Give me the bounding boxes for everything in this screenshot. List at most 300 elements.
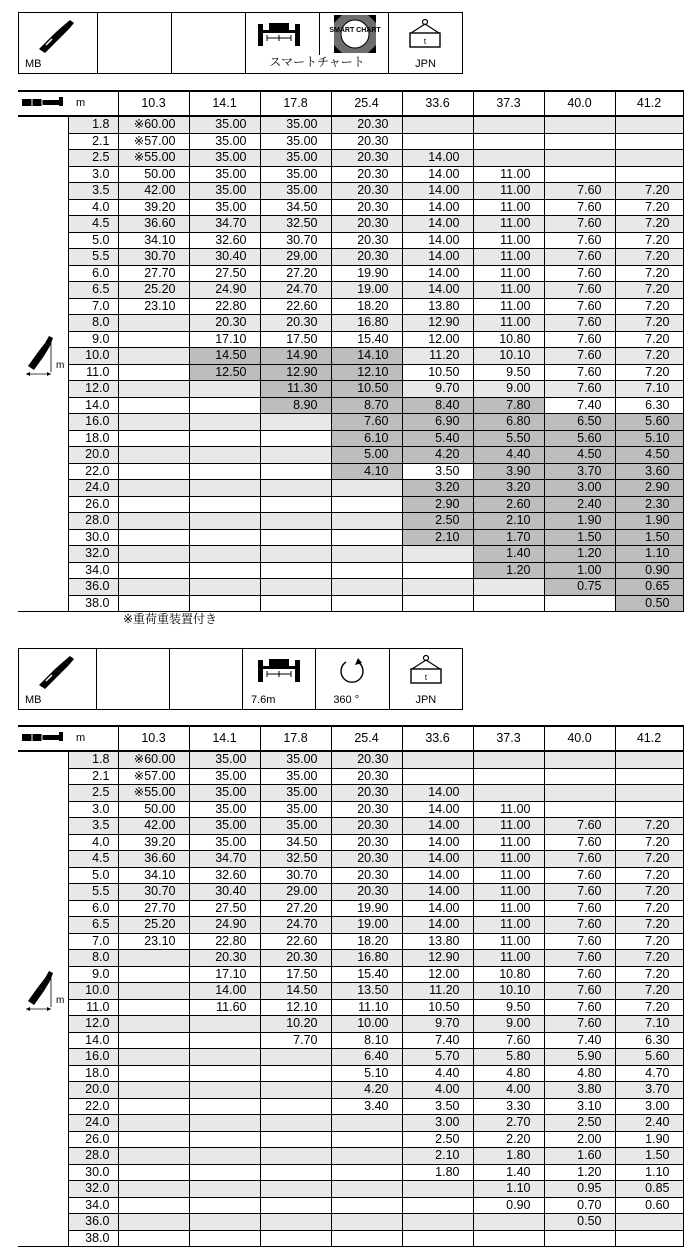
load-cell bbox=[118, 999, 189, 1016]
load-cell bbox=[189, 1049, 260, 1066]
load-cell: 10.50 bbox=[402, 999, 473, 1016]
load-cell: 7.20 bbox=[615, 315, 683, 332]
load-cell: 9.00 bbox=[473, 381, 544, 398]
load-cell bbox=[118, 579, 189, 596]
load-cell: 7.60 bbox=[544, 884, 615, 901]
load-cell: 9.70 bbox=[402, 1016, 473, 1033]
load-cell: 6.50 bbox=[544, 414, 615, 431]
table-row bbox=[18, 768, 683, 785]
load-cell: 2.50 bbox=[544, 1115, 615, 1132]
load-cell: 14.00 bbox=[402, 900, 473, 917]
load-cell: 14.00 bbox=[402, 884, 473, 901]
table-row bbox=[18, 282, 683, 299]
boom-length-icon bbox=[22, 732, 64, 742]
load-cell: 5.50 bbox=[473, 430, 544, 447]
load-cell: 7.60 bbox=[544, 364, 615, 381]
load-cell bbox=[544, 166, 615, 183]
load-cell: 7.60 bbox=[544, 381, 615, 398]
load-cell bbox=[118, 364, 189, 381]
load-cell: 17.50 bbox=[260, 331, 331, 348]
boom-length-header: 14.1 bbox=[189, 91, 260, 116]
load-cell: 7.60 bbox=[473, 1032, 544, 1049]
load-cell bbox=[260, 1164, 331, 1181]
boom-length-header: 14.1 bbox=[189, 726, 260, 751]
load-cell: 7.60 bbox=[544, 249, 615, 266]
working-radius: 3.5 bbox=[68, 818, 118, 835]
load-cell: 1.00 bbox=[544, 562, 615, 579]
load-cell: ※60.00 bbox=[118, 116, 189, 133]
load-cell: 12.10 bbox=[260, 999, 331, 1016]
load-cell: 7.20 bbox=[615, 232, 683, 249]
load-cell bbox=[473, 579, 544, 596]
load-cell: 18.20 bbox=[331, 298, 402, 315]
load-cell bbox=[118, 529, 189, 546]
load-cell bbox=[118, 1082, 189, 1099]
load-cell: 20.30 bbox=[331, 166, 402, 183]
table-row bbox=[18, 751, 683, 768]
load-cell bbox=[260, 1131, 331, 1148]
load-cell bbox=[189, 579, 260, 596]
load-cell: 14.00 bbox=[402, 150, 473, 167]
load-cell: 20.30 bbox=[331, 768, 402, 785]
working-radius: 7.0 bbox=[68, 298, 118, 315]
load-cell: 14.00 bbox=[402, 199, 473, 216]
load-cell: 1.80 bbox=[473, 1148, 544, 1165]
load-cell: 3.60 bbox=[615, 463, 683, 480]
working-radius-icon-cell bbox=[18, 116, 68, 612]
load-cell: 20.30 bbox=[189, 950, 260, 967]
load-cell: 14.50 bbox=[260, 983, 331, 1000]
jpn-label: JPN bbox=[415, 694, 437, 706]
load-cell bbox=[118, 1181, 189, 1198]
load-cell: 6.30 bbox=[615, 1032, 683, 1049]
working-radius: 6.5 bbox=[68, 282, 118, 299]
load-cell: 3.80 bbox=[544, 1082, 615, 1099]
load-cell bbox=[118, 480, 189, 497]
weight-load-icon bbox=[409, 655, 443, 685]
working-radius: 2.1 bbox=[68, 133, 118, 150]
load-cell: 3.00 bbox=[402, 1115, 473, 1132]
load-cell: 4.00 bbox=[473, 1082, 544, 1099]
weight-symbol: t bbox=[423, 37, 427, 46]
load-cell: 19.00 bbox=[331, 917, 402, 934]
load-cell bbox=[615, 768, 683, 785]
load-cell: 11.20 bbox=[402, 348, 473, 365]
table-row bbox=[18, 216, 683, 233]
mb-label: MB bbox=[25, 58, 42, 70]
load-cell: 14.00 bbox=[402, 867, 473, 884]
load-cell bbox=[189, 1065, 260, 1082]
load-cell: 4.80 bbox=[473, 1065, 544, 1082]
load-cell: 27.70 bbox=[118, 265, 189, 282]
load-cell: 7.20 bbox=[615, 933, 683, 950]
load-cell: 4.40 bbox=[473, 447, 544, 464]
load-cell: 20.30 bbox=[331, 851, 402, 868]
load-cell: 11.10 bbox=[331, 999, 402, 1016]
rotation-icon bbox=[338, 657, 366, 685]
load-cell: 14.00 bbox=[402, 917, 473, 934]
load-cell bbox=[260, 414, 331, 431]
load-cell bbox=[331, 480, 402, 497]
working-radius: 20.0 bbox=[68, 1082, 118, 1099]
load-cell bbox=[260, 579, 331, 596]
load-cell: 3.00 bbox=[544, 480, 615, 497]
table-row bbox=[18, 447, 683, 464]
weight-symbol: t bbox=[424, 673, 427, 682]
load-cell bbox=[260, 480, 331, 497]
boom-length-icon-cell bbox=[18, 726, 68, 751]
load-cell: 17.10 bbox=[189, 966, 260, 983]
outrigger-width-label: 7.6m bbox=[250, 694, 276, 706]
table-row bbox=[18, 265, 683, 282]
working-radius: 3.5 bbox=[68, 183, 118, 200]
load-cell: 7.20 bbox=[615, 884, 683, 901]
load-cell bbox=[615, 1230, 683, 1247]
load-cell: 4.20 bbox=[402, 447, 473, 464]
table-row bbox=[18, 1049, 683, 1066]
boom-length-icon-cell bbox=[18, 91, 68, 116]
weight-load-icon bbox=[408, 19, 442, 49]
working-radius: 32.0 bbox=[68, 1181, 118, 1198]
load-cell: 14.00 bbox=[402, 265, 473, 282]
load-cell: 23.10 bbox=[118, 933, 189, 950]
jpn-cell bbox=[389, 649, 462, 710]
working-radius: 11.0 bbox=[68, 364, 118, 381]
load-cell bbox=[189, 1230, 260, 1247]
boom-length-header: 33.6 bbox=[402, 91, 473, 116]
working-radius: 34.0 bbox=[68, 562, 118, 579]
working-radius: 22.0 bbox=[68, 1098, 118, 1115]
load-cell: 14.00 bbox=[402, 834, 473, 851]
load-cell: 20.30 bbox=[331, 867, 402, 884]
load-cell: 1.10 bbox=[615, 1164, 683, 1181]
load-cell: 35.00 bbox=[189, 133, 260, 150]
boom-length-header: 40.0 bbox=[544, 726, 615, 751]
load-cell: 14.00 bbox=[402, 282, 473, 299]
table-row bbox=[18, 1098, 683, 1115]
load-cell bbox=[118, 348, 189, 365]
working-radius: 4.0 bbox=[68, 199, 118, 216]
working-radius: 3.0 bbox=[68, 166, 118, 183]
load-cell bbox=[260, 546, 331, 563]
load-cell: 35.00 bbox=[260, 116, 331, 133]
load-cell bbox=[189, 463, 260, 480]
load-cell bbox=[544, 595, 615, 612]
working-radius: 38.0 bbox=[68, 595, 118, 612]
load-cell: 4.50 bbox=[544, 447, 615, 464]
load-cell: 7.40 bbox=[402, 1032, 473, 1049]
load-cell: 11.30 bbox=[260, 381, 331, 398]
working-radius: 30.0 bbox=[68, 529, 118, 546]
load-cell bbox=[615, 166, 683, 183]
load-cell bbox=[118, 1214, 189, 1231]
load-cell bbox=[402, 1197, 473, 1214]
load-cell bbox=[331, 1115, 402, 1132]
load-cell: 35.00 bbox=[260, 183, 331, 200]
load-cell bbox=[402, 133, 473, 150]
working-radius: 22.0 bbox=[68, 463, 118, 480]
load-cell bbox=[615, 801, 683, 818]
load-cell bbox=[331, 1230, 402, 1247]
load-cell: 32.60 bbox=[189, 867, 260, 884]
load-cell: 11.00 bbox=[473, 183, 544, 200]
load-cell: 2.20 bbox=[473, 1131, 544, 1148]
load-cell bbox=[402, 751, 473, 768]
load-cell: 0.90 bbox=[473, 1197, 544, 1214]
load-cell: 2.10 bbox=[473, 513, 544, 530]
smart-chart-icon-text: SMART CHART bbox=[329, 27, 381, 34]
load-cell: 0.95 bbox=[544, 1181, 615, 1198]
load-cell: 3.50 bbox=[402, 463, 473, 480]
load-cell: 30.70 bbox=[260, 232, 331, 249]
load-cell: 3.00 bbox=[615, 1098, 683, 1115]
load-cell: 9.00 bbox=[473, 1016, 544, 1033]
load-cell bbox=[189, 1164, 260, 1181]
boom-length-header: 17.8 bbox=[260, 91, 331, 116]
load-cell bbox=[189, 414, 260, 431]
load-cell bbox=[544, 133, 615, 150]
load-cell: 7.20 bbox=[615, 364, 683, 381]
load-cell: 2.10 bbox=[402, 529, 473, 546]
load-cell bbox=[260, 430, 331, 447]
load-cell: 30.40 bbox=[189, 884, 260, 901]
load-cell: 3.20 bbox=[402, 480, 473, 497]
table-row bbox=[18, 348, 683, 365]
load-cell: 20.30 bbox=[260, 950, 331, 967]
table-row bbox=[18, 1164, 683, 1181]
load-cell: 3.40 bbox=[331, 1098, 402, 1115]
load-cell: 5.60 bbox=[615, 1049, 683, 1066]
table-row bbox=[18, 150, 683, 167]
working-radius: 16.0 bbox=[68, 414, 118, 431]
load-cell: 42.00 bbox=[118, 818, 189, 835]
boom-length-icon bbox=[22, 97, 64, 107]
load-cell: 20.30 bbox=[331, 249, 402, 266]
load-cell bbox=[189, 430, 260, 447]
load-cell: 20.30 bbox=[331, 199, 402, 216]
load-cell: 13.80 bbox=[402, 298, 473, 315]
load-cell bbox=[260, 1230, 331, 1247]
load-cell: 5.00 bbox=[331, 447, 402, 464]
load-cell bbox=[402, 1230, 473, 1247]
load-cell bbox=[544, 150, 615, 167]
load-cell: 35.00 bbox=[189, 751, 260, 768]
load-cell bbox=[260, 1197, 331, 1214]
load-cell bbox=[402, 546, 473, 563]
working-radius: 5.0 bbox=[68, 867, 118, 884]
table-row bbox=[18, 529, 683, 546]
empty-cell bbox=[170, 649, 243, 710]
load-cell: 7.60 bbox=[544, 282, 615, 299]
smart-chart-label: スマートチャート bbox=[269, 55, 365, 69]
load-cell: 35.00 bbox=[189, 183, 260, 200]
load-cell: 7.60 bbox=[544, 199, 615, 216]
load-cell bbox=[473, 751, 544, 768]
empty-cell bbox=[98, 13, 172, 74]
load-cell: 30.40 bbox=[189, 249, 260, 266]
load-cell: 20.30 bbox=[331, 751, 402, 768]
load-cell: 32.50 bbox=[260, 216, 331, 233]
load-cell bbox=[473, 1230, 544, 1247]
load-cell bbox=[402, 768, 473, 785]
load-cell: 7.20 bbox=[615, 999, 683, 1016]
load-cell bbox=[118, 1049, 189, 1066]
load-cell: 11.00 bbox=[473, 884, 544, 901]
table-row bbox=[18, 1181, 683, 1198]
load-cell bbox=[260, 1181, 331, 1198]
table-row bbox=[18, 966, 683, 983]
load-cell: 7.60 bbox=[544, 851, 615, 868]
load-cell: 11.00 bbox=[473, 216, 544, 233]
load-cell: 7.60 bbox=[544, 315, 615, 332]
table-row bbox=[18, 546, 683, 563]
table-row bbox=[18, 463, 683, 480]
load-cell bbox=[118, 1016, 189, 1033]
load-cell bbox=[544, 785, 615, 802]
load-cell: 11.00 bbox=[473, 818, 544, 835]
table-row bbox=[18, 785, 683, 802]
load-cell bbox=[118, 463, 189, 480]
jpn-cell bbox=[389, 13, 463, 74]
load-cell bbox=[331, 1181, 402, 1198]
load-cell: 2.90 bbox=[402, 496, 473, 513]
table-row bbox=[18, 900, 683, 917]
load-cell: 7.10 bbox=[615, 1016, 683, 1033]
load-cell: 22.60 bbox=[260, 298, 331, 315]
load-cell: 11.00 bbox=[473, 265, 544, 282]
load-cell: 0.60 bbox=[615, 1197, 683, 1214]
load-cell: 4.00 bbox=[402, 1082, 473, 1099]
load-cell bbox=[402, 116, 473, 133]
load-cell bbox=[331, 1131, 402, 1148]
load-cell: 11.00 bbox=[473, 315, 544, 332]
load-cell: 7.20 bbox=[615, 867, 683, 884]
working-radius: 10.0 bbox=[68, 983, 118, 1000]
load-cell bbox=[402, 595, 473, 612]
load-cell: 34.70 bbox=[189, 216, 260, 233]
load-cell bbox=[189, 1148, 260, 1165]
outrigger-chart-cell bbox=[246, 13, 389, 74]
working-radius: 12.0 bbox=[68, 1016, 118, 1033]
table-row bbox=[18, 397, 683, 414]
working-radius: 16.0 bbox=[68, 1049, 118, 1066]
load-cell: 24.90 bbox=[189, 917, 260, 934]
jpn-label: JPN bbox=[415, 58, 436, 70]
load-cell: 9.50 bbox=[473, 364, 544, 381]
load-cell bbox=[473, 116, 544, 133]
load-cell bbox=[473, 595, 544, 612]
working-radius: 38.0 bbox=[68, 1230, 118, 1247]
table-row bbox=[18, 818, 683, 835]
outrigger-cell bbox=[242, 649, 315, 710]
table-row bbox=[18, 183, 683, 200]
load-cell bbox=[118, 1115, 189, 1132]
load-cell: 29.00 bbox=[260, 884, 331, 901]
load-cell: 27.20 bbox=[260, 265, 331, 282]
load-cell: 12.90 bbox=[260, 364, 331, 381]
load-cell: 7.20 bbox=[615, 265, 683, 282]
load-chart-table-2 bbox=[18, 725, 684, 1247]
load-cell: 42.00 bbox=[118, 183, 189, 200]
load-cell bbox=[118, 562, 189, 579]
load-cell: 35.00 bbox=[189, 116, 260, 133]
load-cell: 5.10 bbox=[615, 430, 683, 447]
load-cell: 8.10 bbox=[331, 1032, 402, 1049]
working-radius: 3.0 bbox=[68, 801, 118, 818]
table-row bbox=[18, 595, 683, 612]
load-cell: 5.80 bbox=[473, 1049, 544, 1066]
load-cell bbox=[189, 529, 260, 546]
load-cell: 7.60 bbox=[544, 999, 615, 1016]
load-cell: 20.30 bbox=[331, 183, 402, 200]
table-row bbox=[18, 480, 683, 497]
load-cell: 0.75 bbox=[544, 579, 615, 596]
rotation-cell bbox=[316, 649, 389, 710]
load-cell: 35.00 bbox=[260, 150, 331, 167]
boom-length-header-row bbox=[18, 726, 683, 751]
load-cell bbox=[402, 562, 473, 579]
load-cell: 27.50 bbox=[189, 265, 260, 282]
load-cell: 7.60 bbox=[544, 216, 615, 233]
load-cell: 11.00 bbox=[473, 950, 544, 967]
load-cell bbox=[473, 150, 544, 167]
table-row bbox=[18, 1214, 683, 1231]
load-cell: 10.20 bbox=[260, 1016, 331, 1033]
load-cell: 7.20 bbox=[615, 282, 683, 299]
load-cell: 14.50 bbox=[189, 348, 260, 365]
load-cell: 3.20 bbox=[473, 480, 544, 497]
table-row bbox=[18, 851, 683, 868]
working-radius: 6.0 bbox=[68, 265, 118, 282]
load-cell bbox=[118, 315, 189, 332]
table-row bbox=[18, 1131, 683, 1148]
load-cell bbox=[473, 1214, 544, 1231]
load-cell: 35.00 bbox=[189, 199, 260, 216]
working-radius-icon-cell bbox=[18, 751, 68, 1247]
load-cell: 6.90 bbox=[402, 414, 473, 431]
working-radius: 30.0 bbox=[68, 1164, 118, 1181]
load-cell bbox=[118, 1230, 189, 1247]
working-radius: 8.0 bbox=[68, 315, 118, 332]
load-cell: 39.20 bbox=[118, 199, 189, 216]
load-cell: 9.70 bbox=[402, 381, 473, 398]
load-cell: 10.10 bbox=[473, 983, 544, 1000]
working-radius: 28.0 bbox=[68, 513, 118, 530]
load-cell: 1.50 bbox=[615, 1148, 683, 1165]
load-cell: ※57.00 bbox=[118, 768, 189, 785]
load-cell: 20.30 bbox=[331, 818, 402, 835]
working-radius: 2.5 bbox=[68, 785, 118, 802]
working-radius: 4.5 bbox=[68, 851, 118, 868]
load-cell: 7.10 bbox=[615, 381, 683, 398]
load-cell: 35.00 bbox=[260, 166, 331, 183]
table-row bbox=[18, 1082, 683, 1099]
load-cell bbox=[118, 414, 189, 431]
working-radius: 20.0 bbox=[68, 447, 118, 464]
load-cell: 3.50 bbox=[402, 1098, 473, 1115]
table-row bbox=[18, 116, 683, 133]
load-cell: 7.60 bbox=[544, 232, 615, 249]
load-cell: 35.00 bbox=[189, 768, 260, 785]
boom-length-header: 37.3 bbox=[473, 91, 544, 116]
load-cell: 14.00 bbox=[402, 818, 473, 835]
load-cell bbox=[331, 529, 402, 546]
outrigger-icon bbox=[256, 657, 302, 687]
table-row bbox=[18, 513, 683, 530]
load-cell bbox=[118, 1164, 189, 1181]
load-cell: 7.60 bbox=[544, 867, 615, 884]
load-cell: 10.10 bbox=[473, 348, 544, 365]
